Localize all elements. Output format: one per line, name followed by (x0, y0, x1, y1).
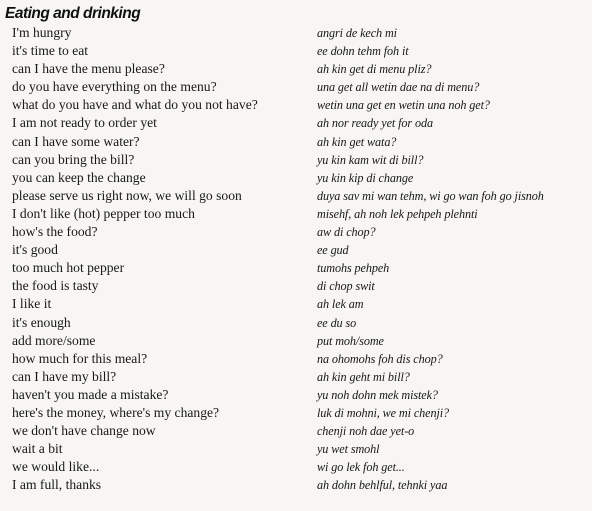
krio-translation: ee gud (317, 243, 349, 258)
phrase-row (0, 476, 592, 494)
phrase-row (0, 259, 592, 277)
phrase-row (0, 350, 592, 368)
english-phrase: I don't like (hot) pepper too much (12, 205, 195, 221)
section-heading: Eating and drinking (5, 5, 141, 22)
english-phrase: it's time to eat (12, 43, 89, 59)
english-phrase: I am full, thanks (12, 477, 102, 493)
english-phrase: can I have some water? (12, 133, 140, 149)
krio-translation: yu kin kam wit di bill? (317, 152, 424, 167)
krio-translation: angri de kech mi (317, 26, 397, 40)
krio-translation: wetin una get en wetin una noh get? (317, 98, 490, 113)
phrase-row (0, 440, 592, 458)
phrase-row (0, 24, 592, 42)
krio-translation: ah lek am (317, 297, 364, 312)
english-phrase: how much for this meal? (12, 350, 148, 366)
english-phrase: do you have everything on the menu? (12, 79, 217, 95)
phrase-row (0, 404, 592, 422)
phrase-row (0, 241, 592, 259)
krio-translation: chenji noh dae yet-o (317, 424, 415, 439)
phrase-row (0, 133, 592, 151)
english-phrase: I am not ready to order yet (12, 115, 157, 131)
phrase-row (0, 96, 592, 114)
phrase-row (0, 386, 592, 404)
phrase-row (0, 277, 592, 295)
krio-translation: duya sav mi wan tehm, wi go wan foh go jisnoh (317, 188, 544, 203)
english-phrase: the food is tasty (12, 278, 99, 294)
krio-translation: ah kin get di menu pliz? (317, 62, 432, 77)
english-phrase: here's the money, where's my change? (12, 404, 220, 420)
english-phrase: what do you have and what do you not have? (12, 97, 258, 113)
phrase-list (0, 24, 592, 494)
krio-translation: yu kin kip di change (317, 170, 414, 185)
english-phrase: can you bring the bill? (12, 151, 135, 167)
phrase-row (0, 314, 592, 332)
phrase-row (0, 368, 592, 386)
krio-translation: put moh/some (317, 333, 384, 348)
english-phrase: haven't you made a mistake? (12, 386, 169, 402)
krio-translation: ee dohn tehm foh it (317, 44, 409, 59)
phrase-row (0, 42, 592, 60)
phrase-row (0, 114, 592, 132)
krio-translation: misehf, ah noh lek pehpeh plehnti (317, 206, 478, 221)
english-phrase: add more/some (12, 332, 96, 348)
english-phrase: too much hot pepper (12, 260, 125, 276)
krio-translation: ee du so (317, 315, 357, 330)
krio-translation: ah nor ready yet for oda (317, 116, 433, 131)
english-phrase: you can keep the change (12, 169, 146, 185)
english-phrase: we would like... (12, 459, 100, 475)
krio-translation: na ohomohs foh dis chop? (317, 351, 443, 366)
phrase-row (0, 422, 592, 440)
krio-translation: ah kin get wata? (317, 134, 397, 149)
krio-translation: una get all wetin dae na di menu? (317, 80, 480, 95)
krio-translation: aw di chop? (317, 225, 376, 240)
krio-translation: ah kin geht mi bill? (317, 369, 410, 384)
krio-translation: yu wet smohl (317, 442, 380, 457)
english-phrase: wait a bit (12, 441, 63, 457)
english-phrase: it's enough (12, 314, 71, 330)
krio-translation: yu noh dohn mek mistek? (317, 387, 438, 402)
english-phrase: can I have my bill? (12, 368, 117, 384)
krio-translation: wi go lek foh get... (317, 460, 405, 475)
phrase-row (0, 78, 592, 96)
phrase-row (0, 332, 592, 350)
english-phrase: please serve us right now, we will go soon (12, 187, 242, 203)
phrase-row (0, 223, 592, 241)
phrase-row (0, 60, 592, 78)
phrase-row (0, 151, 592, 169)
english-phrase: we don't have change now (12, 423, 156, 439)
phrase-row (0, 205, 592, 223)
krio-translation: di chop swit (317, 279, 375, 294)
english-phrase: can I have the menu please? (12, 61, 165, 77)
phrase-row (0, 458, 592, 476)
phrase-row (0, 169, 592, 187)
phrase-row (0, 187, 592, 205)
english-phrase: it's good (12, 242, 58, 258)
english-phrase: I like it (12, 296, 52, 312)
krio-translation: ah dohn behlful, tehnki yaa (317, 478, 448, 493)
krio-translation: tumohs pehpeh (317, 261, 390, 276)
krio-translation: luk di mohni, we mi chenji? (317, 405, 450, 420)
english-phrase: how's the food? (12, 224, 98, 240)
phrase-row (0, 295, 592, 313)
english-phrase: I'm hungry (12, 25, 72, 40)
